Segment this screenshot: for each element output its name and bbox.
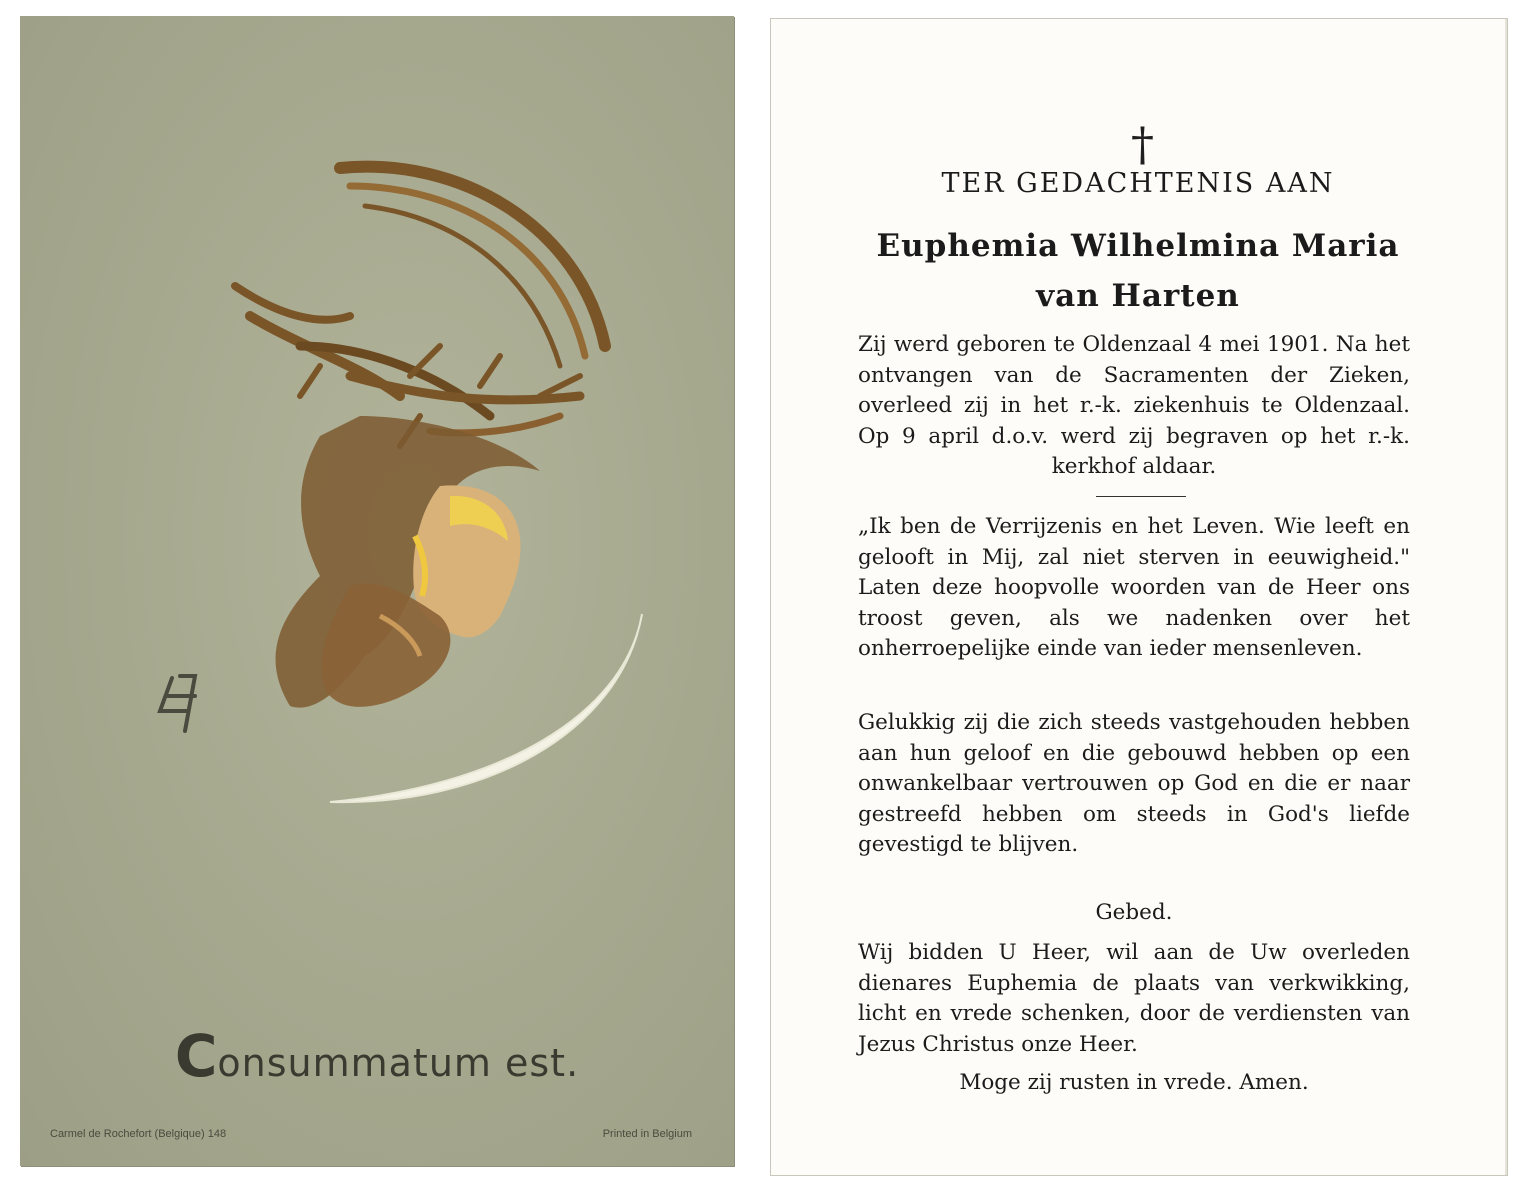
printer-credit: Carmel de Rochefort (Belgique) 148 (50, 1128, 227, 1140)
artist-monogram (160, 676, 195, 731)
motto-initial: C (174, 1022, 218, 1090)
memorial-heading: TER GEDACHTENIS AAN (941, 168, 1335, 199)
scripture-paragraph: „Ik ben de Verrijzenis en het Leven. Wie leeft en gelooft in Mij, zal niet sterven in eeuwigheid." Laten deze hoopvolle woorden van de Heer ons troost geven, als we nadenken over het onherroepelijke einde van ieder mensenleven. (858, 514, 1410, 661)
printed-in-label: Printed in Belgium (602, 1128, 692, 1140)
divider-line (1096, 496, 1186, 497)
crown-of-thorns (235, 167, 605, 446)
biography-paragraph: Zij werd geboren te Oldenzaal 4 mei 1901. Na het ontvangen van de Sacramenten der Zieken, overleed zij in het r.-k. ziekenhuis te Oldenzaal. Op 9 april d.o.v. werd zij begraven op het r.-k. kerkhof aldaar. (858, 332, 1410, 479)
prayer-title: Gebed. (1095, 900, 1173, 925)
cross-icon: † (1131, 117, 1154, 171)
front-card (20, 16, 734, 1166)
prayer-paragraph: Wij bidden U Heer, wil aan de Uw overleden dienares Euphemia de plaats van verkwikking, licht en vrede schenken, door de verdiensten van Jezus Christus onze Heer. (858, 940, 1410, 1057)
closing-line: Moge zij rusten in vrede. Amen. (959, 1070, 1309, 1095)
motto-text: onsummatum est. (217, 1041, 580, 1085)
motto (20, 1022, 734, 1090)
faith-paragraph: Gelukkig zij die zich steeds vastgehouden hebben aan hun geloof en die gebouwd hebben op een onwankelbaar vertrouwen op God en die er naar gestreefd hebben om steeds in God's liefde gevestigd te blijven. (858, 710, 1410, 857)
deceased-name: Euphemia Wilhelmina Maria (876, 228, 1400, 264)
christ-head-illustration (20, 16, 734, 1166)
deceased-surname: van Harten (1036, 278, 1240, 314)
